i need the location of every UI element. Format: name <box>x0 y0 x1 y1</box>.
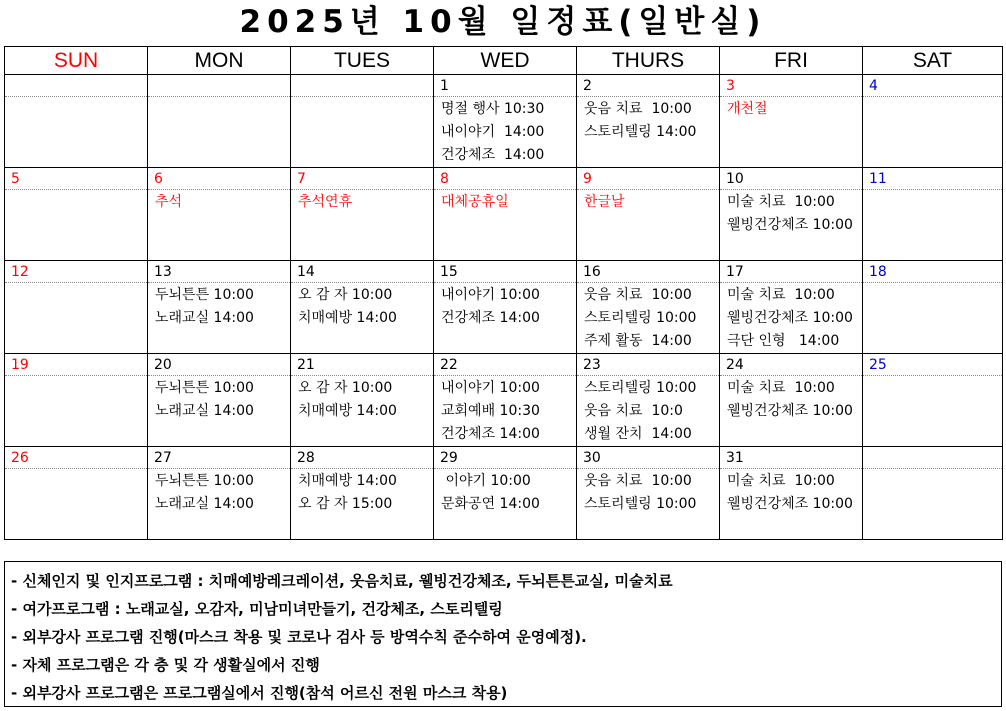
event-item: 웰빙건강체조 10:00 <box>727 496 853 512</box>
event-item: 미술 치료 10:00 <box>727 473 835 489</box>
week-row <box>5 447 1003 540</box>
event-item: 두뇌튼튼 10:00 <box>155 380 254 396</box>
event-list <box>863 469 1002 470</box>
day-number <box>5 75 147 97</box>
event-item: 웃음 치료 10:00 <box>584 473 692 489</box>
weekday-header-row <box>5 47 1003 75</box>
note-line: - 외부강사 프로그램은 프로그램실에서 진행(참석 어르신 전원 마스크 착용) <box>11 684 508 702</box>
day-cell <box>148 261 291 354</box>
day-number: 7 <box>291 168 433 190</box>
day-number: 3 <box>720 75 862 97</box>
week-row <box>5 261 1003 354</box>
event-item: 스토리텔링 14:00 <box>584 124 697 140</box>
day-cell <box>5 447 148 540</box>
event-item: 오 감 자 10:00 <box>298 287 393 303</box>
event-item: 미술 치료 10:00 <box>727 287 835 303</box>
event-item: 건강체조 14:00 <box>441 310 540 326</box>
day-cell <box>863 168 1003 261</box>
day-cell <box>5 354 148 447</box>
day-cell <box>291 447 434 540</box>
note-line: - 외부강사 프로그램 진행(마스크 착용 및 코로나 검사 등 방역수칙 준수하여 운영예정). <box>11 628 587 646</box>
day-number: 25 <box>863 354 1002 376</box>
day-cell <box>291 168 434 261</box>
event-list <box>291 469 433 516</box>
day-cell <box>720 168 863 261</box>
holiday-label: 대체공휴일 <box>441 194 509 210</box>
day-cell <box>720 447 863 540</box>
day-number: 10 <box>720 168 862 190</box>
event-list <box>577 97 719 144</box>
event-item: 미술 치료 10:00 <box>727 194 835 210</box>
day-cell <box>720 261 863 354</box>
day-cell <box>577 261 720 354</box>
event-list <box>577 469 719 516</box>
day-number: 8 <box>434 168 576 190</box>
event-list <box>863 283 1002 284</box>
event-item: 웰빙건강체조 10:00 <box>727 217 853 233</box>
day-number: 2 <box>577 75 719 97</box>
weekday-fri: FRI <box>720 47 863 75</box>
weekday-wed: WED <box>434 47 577 75</box>
weekday-thu: THURS <box>577 47 720 75</box>
event-list <box>148 469 290 516</box>
event-item: 내이야기 14:00 <box>441 124 545 140</box>
day-cell <box>434 261 577 354</box>
day-number <box>148 75 290 97</box>
day-cell <box>863 447 1003 540</box>
event-item: 건강체조 14:00 <box>441 426 540 442</box>
day-cell <box>5 261 148 354</box>
day-number: 5 <box>5 168 147 190</box>
day-cell <box>148 447 291 540</box>
day-number: 19 <box>5 354 147 376</box>
event-item: 생월 잔치 14:00 <box>584 426 692 442</box>
event-list <box>863 190 1002 191</box>
event-item: 극단 인형 14:00 <box>727 333 840 349</box>
page-title: 2025년 10월 일정표(일반실) <box>239 4 767 40</box>
day-cell <box>434 447 577 540</box>
event-item: 교회예배 10:30 <box>441 403 540 419</box>
event-list <box>148 97 290 98</box>
day-number: 29 <box>434 447 576 469</box>
day-cell <box>434 354 577 447</box>
event-list <box>720 97 862 121</box>
event-list <box>291 376 433 423</box>
day-number: 26 <box>5 447 147 469</box>
event-list <box>720 469 862 516</box>
event-list <box>148 376 290 423</box>
event-item: 두뇌튼튼 10:00 <box>155 287 254 303</box>
day-cell <box>720 354 863 447</box>
weekday-tue: TUES <box>291 47 434 75</box>
event-item: 건강체조 14:00 <box>441 147 545 163</box>
day-cell <box>577 447 720 540</box>
event-item: 문화공연 14:00 <box>441 496 540 512</box>
day-number: 23 <box>577 354 719 376</box>
day-cell <box>148 168 291 261</box>
day-number: 18 <box>863 261 1002 283</box>
day-cell <box>863 75 1003 168</box>
day-cell <box>434 168 577 261</box>
day-number: 17 <box>720 261 862 283</box>
event-item: 치매예방 14:00 <box>298 310 397 326</box>
event-list <box>5 283 147 284</box>
holiday-label: 개천절 <box>727 101 768 117</box>
day-number: 16 <box>577 261 719 283</box>
event-item: 주제 활동 14:00 <box>584 333 692 349</box>
event-list <box>434 283 576 330</box>
notes-box <box>4 561 1002 707</box>
day-number: 22 <box>434 354 576 376</box>
event-item: 두뇌튼튼 10:00 <box>155 473 254 489</box>
note-line: - 신체인지 및 인지프로그램 : 치매예방레크레이션, 웃음치료, 웰빙건강체조, 두뇌튼튼교실, 미술치료 <box>11 572 673 590</box>
event-item: 미술 치료 10:00 <box>727 380 835 396</box>
day-cell <box>148 354 291 447</box>
day-number: 11 <box>863 168 1002 190</box>
day-cell <box>5 75 148 168</box>
event-item: 웃음 치료 10:0 <box>584 403 683 419</box>
day-cell <box>863 261 1003 354</box>
event-list <box>291 97 433 98</box>
day-number: 30 <box>577 447 719 469</box>
event-item: 치매예방 14:00 <box>298 403 397 419</box>
day-cell <box>5 168 148 261</box>
day-number: 14 <box>291 261 433 283</box>
day-cell <box>291 261 434 354</box>
calendar-table <box>4 46 1003 540</box>
day-number: 15 <box>434 261 576 283</box>
event-list <box>291 190 433 214</box>
event-list <box>434 376 576 446</box>
event-list <box>863 376 1002 377</box>
event-item: 스토리텔링 10:00 <box>584 310 697 326</box>
event-list <box>577 283 719 353</box>
event-item: 웰빙건강체조 10:00 <box>727 310 853 326</box>
event-list <box>434 97 576 167</box>
event-list <box>720 190 862 237</box>
day-cell <box>434 75 577 168</box>
event-list <box>577 190 719 214</box>
day-number: 20 <box>148 354 290 376</box>
event-item: 명절 행사 10:30 <box>441 101 545 117</box>
day-cell <box>863 354 1003 447</box>
event-item: 오 감 자 15:00 <box>298 496 393 512</box>
event-list <box>434 190 576 214</box>
event-item: 이야기 10:00 <box>441 473 531 489</box>
event-list <box>434 469 576 516</box>
event-list <box>863 97 1002 98</box>
day-cell <box>577 75 720 168</box>
day-cell <box>577 168 720 261</box>
event-list <box>720 376 862 423</box>
day-number: 1 <box>434 75 576 97</box>
day-number: 13 <box>148 261 290 283</box>
event-list <box>5 190 147 191</box>
event-item: 노래교실 14:00 <box>155 403 254 419</box>
event-list <box>577 376 719 446</box>
holiday-label: 한글날 <box>584 194 625 210</box>
day-number: 12 <box>5 261 147 283</box>
holiday-label: 추석 <box>155 194 183 210</box>
event-list <box>5 97 147 98</box>
event-item: 웃음 치료 10:00 <box>584 101 692 117</box>
note-line: - 자체 프로그램은 각 층 및 각 생활실에서 진행 <box>11 656 320 674</box>
event-list <box>720 283 862 353</box>
day-number: 9 <box>577 168 719 190</box>
day-cell <box>148 75 291 168</box>
day-cell <box>720 75 863 168</box>
day-number: 21 <box>291 354 433 376</box>
event-list <box>5 469 147 470</box>
event-list <box>148 283 290 330</box>
weekday-mon: MON <box>148 47 291 75</box>
week-row <box>5 75 1003 168</box>
event-list <box>5 376 147 377</box>
day-number: 27 <box>148 447 290 469</box>
note-line: - 여가프로그램 : 노래교실, 오감자, 미남미녀만들기, 건강체조, 스토리텔링 <box>11 600 503 618</box>
day-number: 31 <box>720 447 862 469</box>
weekday-sun: SUN <box>5 47 148 75</box>
event-item: 내이야기 10:00 <box>441 287 540 303</box>
event-item: 스토리텔링 10:00 <box>584 380 697 396</box>
weekday-sat: SAT <box>863 47 1003 75</box>
week-row <box>5 354 1003 447</box>
event-list <box>291 283 433 330</box>
day-number <box>291 75 433 97</box>
event-item: 웃음 치료 10:00 <box>584 287 692 303</box>
day-cell <box>291 354 434 447</box>
day-number: 24 <box>720 354 862 376</box>
event-item: 노래교실 14:00 <box>155 310 254 326</box>
event-item: 치매예방 14:00 <box>298 473 397 489</box>
event-item: 웰빙건강체조 10:00 <box>727 403 853 419</box>
event-item: 스토리텔링 10:00 <box>584 496 697 512</box>
day-number: 28 <box>291 447 433 469</box>
day-number: 6 <box>148 168 290 190</box>
holiday-label: 추석연휴 <box>298 194 353 210</box>
event-item: 노래교실 14:00 <box>155 496 254 512</box>
week-row <box>5 168 1003 261</box>
event-item: 오 감 자 10:00 <box>298 380 393 396</box>
day-number: 4 <box>863 75 1002 97</box>
event-item: 내이야기 10:00 <box>441 380 540 396</box>
day-number <box>863 447 1002 469</box>
event-list <box>148 190 290 214</box>
day-cell <box>577 354 720 447</box>
day-cell <box>291 75 434 168</box>
